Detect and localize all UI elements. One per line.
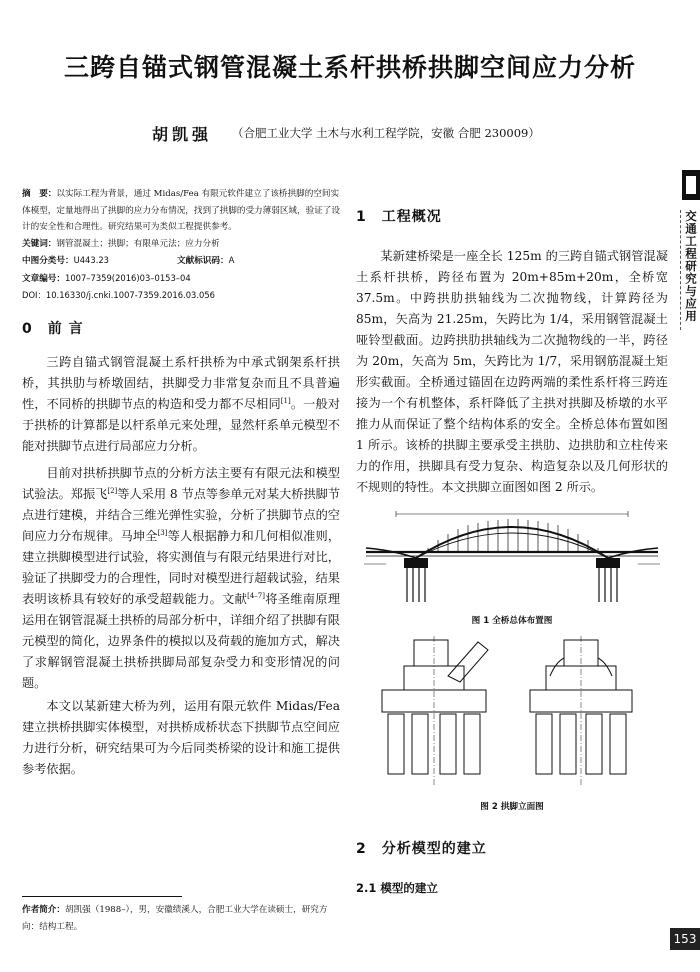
citation-3[interactable]: [3] bbox=[157, 528, 168, 537]
abstract-text: 以实际工程为背景，通过 Midas/Fea 有限元软件建立了该桥拱脚的空间实体模型，定量地得出了拱脚的应力分布情况，找到了拱脚的受力薄弱区域，验证了设计的安全性和合理性。研究结果可为类似工程提供参考。 bbox=[22, 189, 340, 232]
figure-2 bbox=[356, 636, 668, 812]
citation-1[interactable]: [1] bbox=[280, 396, 291, 405]
sec0-p1-text-b: 。一般对于拱桥的计算都是以杆系单元来处理，显然杆系单元模型不能对拱脚节点进行局部应力分析。 bbox=[22, 396, 341, 453]
journal-section-label: 交通工程研究与应用 bbox=[684, 210, 698, 323]
keywords-text: 钢管混凝土；拱脚；有限单元法；应力分析 bbox=[56, 238, 220, 249]
sec0-p1-text-a: 三跨自锚式钢管混凝土系杆拱桥为中承式钢架系杆拱桥，其拱肋与桥墩固结，拱脚受力非常复杂而且不具普遍性，不同桥的拱脚节点的构造和受力都不尽相同 bbox=[22, 354, 340, 411]
journal-marker-icon bbox=[682, 170, 700, 200]
figure-1 bbox=[356, 506, 668, 626]
author-name: 胡凯强 bbox=[152, 125, 213, 144]
citation-2[interactable]: [2] bbox=[107, 486, 118, 495]
section-2-heading: 2 分析模型的建立 bbox=[356, 841, 487, 857]
sidebar-divider bbox=[680, 210, 681, 330]
figure-1-caption: 图 1 全桥总体布置图 bbox=[471, 616, 553, 626]
sec1-paragraph-1: 某新建桥梁是一座全长 125m 的三跨自锚式钢管混凝土系杆拱桥，跨径布置为 20m+85m+20m，全桥宽 37.5m。中跨拱肋拱轴线为二次抛物线，计算跨径为 85m，矢高为 21.25m，矢跨比为 1/4，采用钢管混凝土哑铃型截面。边跨拱肋拱轴线为二次抛物线的一半，跨径为 20m，矢高为 5m，矢跨比为 1/7，采用钢筋混凝土矩形实截面。全桥通过锚固在边跨两端的柔性系杆将三跨连接为一个有机整体，系杆降低了主拱对拱脚及桥墩的水平推力从而保证了整个结构体系的安全。全桥总体布置如图 1 所示。该桥的拱脚主要承受主拱肋、边拱肋和立柱传来力的作用，拱脚具有受力复杂、构造复杂以及几何形状的不规则的特性。本文拱脚立面图如图 2 所示。 bbox=[356, 249, 668, 494]
abstract-block bbox=[22, 186, 340, 304]
abstract-label: 摘 要： bbox=[22, 189, 57, 199]
footnote-label: 作者简介： bbox=[22, 905, 65, 915]
sec0-paragraph-1 bbox=[22, 352, 340, 457]
article-no-label: 文章编号： bbox=[22, 273, 65, 284]
footnote-rule bbox=[22, 896, 182, 897]
sec0-paragraph-2 bbox=[22, 463, 340, 694]
bridge-layout-drawing bbox=[356, 506, 668, 606]
clc-label: 中图分类号： bbox=[22, 256, 74, 266]
sec0-p2-text-c: 等人根据静力和几何相似准则，建立拱脚模型进行试验，将实测值与有限元结果进行对比，验证了拱脚受力的合理性，同时对模型进行超载试验，结果表明该桥具有较好的承受超载能力。文献 bbox=[22, 528, 341, 606]
doc-code-value: A bbox=[228, 255, 235, 265]
section-1-heading: 1 工程概况 bbox=[356, 209, 442, 225]
classification-line bbox=[22, 252, 340, 270]
footnote-text: 胡凯强（1988–），男，安徽绩溪人，合肥工业大学在读硕士，研究方向：结构工程。 bbox=[22, 905, 328, 932]
section-0-body bbox=[22, 352, 340, 780]
section-2-1-heading: 2.1 模型的建立 bbox=[356, 881, 438, 895]
article-number bbox=[22, 270, 340, 288]
paper-title: 三跨自锚式钢管混凝土系杆拱桥拱脚空间应力分析 bbox=[63, 53, 636, 82]
page-number: 153 bbox=[670, 928, 700, 950]
left-column bbox=[22, 186, 340, 780]
keywords bbox=[22, 236, 340, 253]
doi: DOI：10.16330/j.cnki.1007-7359.2016.03.056 bbox=[22, 290, 216, 300]
sec0-paragraph-3: 本文以某新建大桥为列，运用有限元软件 Midas/Fea 建立拱桥拱脚实体模型，对拱桥成桥状态下拱脚节点空间应力进行分析，研究结果可为今后同类桥梁的设计和施工提供参考依据。 bbox=[22, 698, 340, 776]
author-affiliation: （合肥工业大学 土木与水利工程学院，安徽 合肥 230009） bbox=[232, 126, 540, 140]
article-no-value: 1007–7359(2016)03–0153–04 bbox=[64, 272, 191, 283]
sec0-p2-text-d: 将圣维南原理运用在钢管混凝土拱桥的局部分析中，详细介绍了拱脚有限元模型的简化，边界条件的模拟以及荷载的施加方式，解决了求解钢管混凝土拱桥拱脚局部复杂受力和变形情况的问题。 bbox=[22, 591, 340, 690]
figure-2-caption: 图 2 拱脚立面图 bbox=[480, 802, 544, 812]
section-0-heading: 0 前 言 bbox=[22, 320, 84, 337]
sec0-p2-text-b: 等人采用 8 节点等参单元对某大桥拱脚节点进行建模，并结合三维光弹性实验，分析了拱脚节点的空间应力分布规律。马坤全 bbox=[22, 486, 341, 543]
arch-foot-drawing bbox=[356, 636, 668, 786]
sec0-p2-text-a: 目前对拱桥拱脚节点的分析方法主要有有限元法和模型试验法。郑振飞 bbox=[22, 465, 340, 501]
citation-4-7[interactable]: [4–7] bbox=[247, 591, 265, 600]
footnote bbox=[22, 902, 340, 936]
clc-value: U443.23 bbox=[73, 255, 110, 265]
keywords-label: 关键词： bbox=[22, 238, 57, 249]
right-column bbox=[356, 186, 668, 896]
doc-code-label: 文献标识码： bbox=[177, 256, 229, 266]
abstract bbox=[22, 186, 340, 236]
